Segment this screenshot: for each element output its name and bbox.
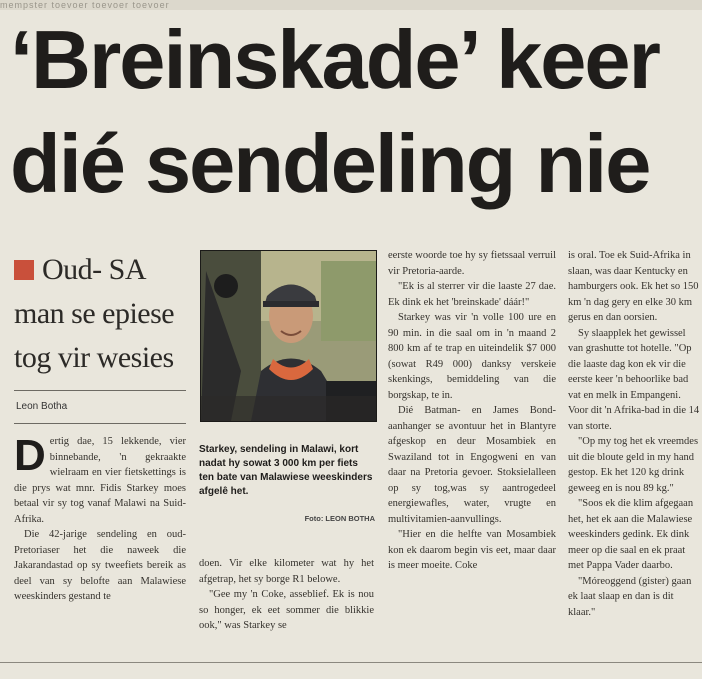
body-paragraph: "Móreoggend (gister) gaan ek laat slaap en dan is dit klaar." [568, 575, 692, 618]
byline-rule [14, 423, 186, 424]
bottom-rule [0, 662, 702, 663]
red-square-icon [14, 260, 34, 280]
body-paragraph: "Hier en die helfte van Mosambiek kon ek daarom begin vis eet, maar daar is meer moeite. Coke [388, 529, 556, 571]
body-paragraph: "Ek is al sterrer vir die laaste 27 dae. Ek dink ek het 'breinskade' dáár!" [388, 281, 556, 308]
body-column-4 [568, 248, 702, 668]
byline: Leon Botha [16, 401, 68, 412]
body-paragraph: "Op my tog het ek vreemdes uit die bloute geld in my hand gestop. Ek het 120 kg drink geweeg en is nou 89 kg." [568, 436, 699, 494]
body-paragraph: doen. Vir elke kilometer wat hy het afgetrap, het sy borge R1 belowe. [199, 558, 374, 585]
drop-cap: D [14, 434, 46, 480]
photo-portrait [200, 250, 377, 422]
body-paragraph: "Gee my 'n Coke, asseblief. Ek is nou so honger, ek eet sommer die blikkie ook," was Starkey se [199, 589, 374, 631]
kicker-rule [14, 390, 186, 391]
photo-credit: Foto: LEON BOTHA [304, 514, 375, 523]
body-column-2 [199, 556, 374, 666]
kicker [14, 248, 194, 380]
kicker-line-3: tog vir wesies [14, 341, 174, 374]
photo-caption: Starkey, sendeling in Malawi, kort nadat hy sowat 3 000 km per fiets ten bate van Malawiese weeskinders afgelê het. [199, 444, 373, 497]
kicker-line-1 [14, 248, 194, 292]
body-text: ertig dae, 15 lekkende, vier binnebande, 'n gekraakte wielraam en vier fietskettings is die prys wat mnr. Fidis Starkey moes betaal vir sy tog vanaf Malawi na Suid-Afrika. [14, 436, 186, 525]
masthead-fragment: mempster toevoer toevoer toevoer [0, 0, 170, 10]
body-paragraph: eerste woorde toe hy sy fietssaal verruil vir Pretoria-aarde. [388, 250, 556, 277]
body-column-3 [388, 248, 556, 668]
body-paragraph: Starkey was vir 'n volle 100 ure en 90 min. in die saal om in 'n maand 2 800 km af te trap en uiteindelik $7 000 (sowat R49 000) danksy verskeie skenkings, bemiddeling van die borgskap, te in. [388, 312, 556, 401]
body-paragraph: Die 42-jarige sendeling en oud-Pretoriaser het die naweek die Jakarandastad op sy tweefiets bereik as deel van sy belofte aan Malawiese weeskinders gestand te [14, 529, 186, 602]
headline-line-2: dié sendeling nie [10, 117, 650, 210]
body-column-1 [14, 434, 186, 664]
body-paragraph: Dié Batman- en James Bond-aanhanger se avontuur het in Blantyre afgeskop en deur Mosambiek en Swaziland tot in Engogweni en van daar na Pretoria gevoer. Stoksielalleen op sy tog,was sy aantrogedeel energiewafles, water, vrugte en multivitamien-aanvullings. [388, 405, 556, 525]
body-paragraph: is oral. Toe ek Suid-Afrika in slaan, was daar Kentucky en hamburgers ook. Ek het so 150 km 'n dag gery en elke 30 km gerus en dan oorsien. [568, 250, 699, 323]
body-paragraph [14, 434, 186, 527]
kicker-line-2: man se epiese [14, 297, 175, 330]
headline [10, 8, 700, 216]
headline-line-1: ‘Breinskade’ keer [10, 13, 659, 106]
body-paragraph: Sy slaapplek het gewissel van grashutte tot hotelle. "Op die laaste dag kon ek vir die eerste keer 'n behoorlike bad vat en melk in Empangeni. Voor dit 'n Afrika-bad in die 14 van storte. [568, 327, 700, 432]
portrait-illustration [201, 251, 376, 421]
kicker-line-1-text: Oud- SA [42, 253, 147, 286]
body-paragraph: "Soos ek die klim afgegaan het, het ek aan die Malawiese weeskinders gedink. Ek dink meer op die saal en ek praat met Pappa Vader daarbo. [568, 498, 694, 571]
